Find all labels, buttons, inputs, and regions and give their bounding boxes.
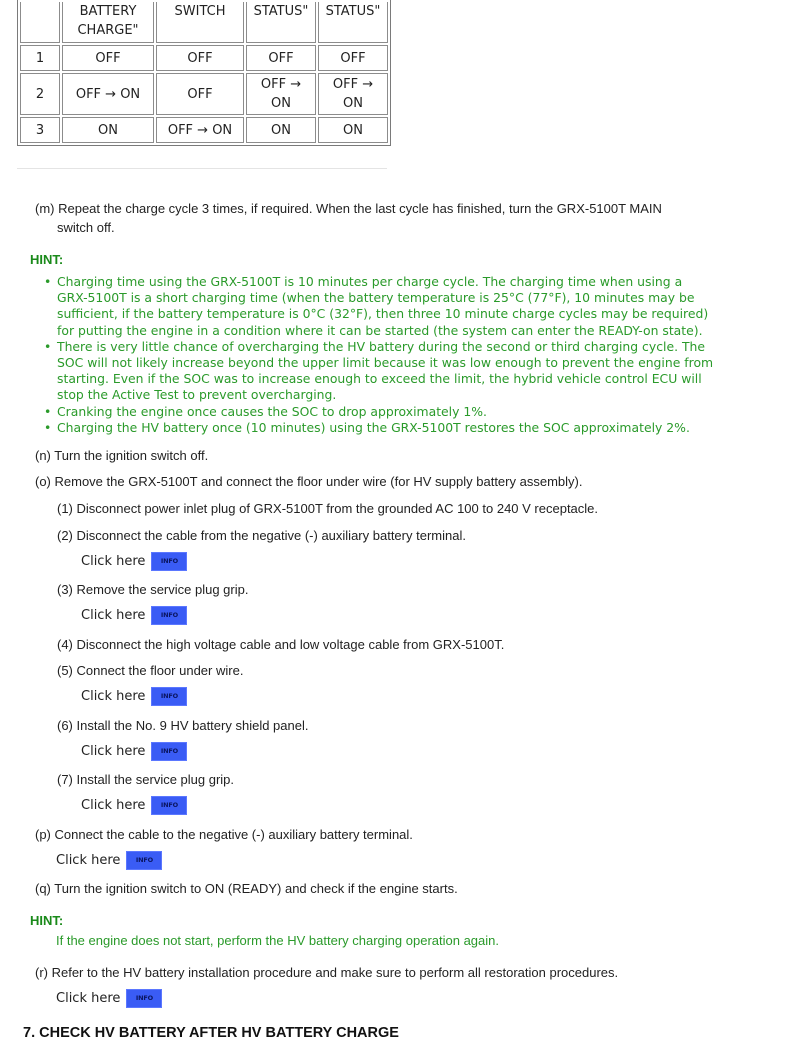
step-o-4: (4) Disconnect the high voltage cable and low voltage cable from GRX-5100T. [57,637,505,652]
table-cell: ON [318,117,388,143]
click-here-row [81,606,187,625]
info-button[interactable]: INFO [151,796,187,815]
info-button[interactable]: INFO [126,989,162,1008]
hint-item [30,420,770,436]
table-cell: OFF [318,45,388,71]
table-header-cell-switch: SWITCH [156,2,244,43]
table-row [20,73,388,115]
table-cell: OFF → ON [156,117,244,143]
table-cell-num: 2 [20,73,60,115]
step-o-1: (1) Disconnect power inlet plug of GRX-5100T from the grounded AC 100 to 240 V receptacle. [57,501,599,516]
step-p: (p) Connect the cable to the negative (-) auxiliary battery terminal. [35,827,413,842]
info-button[interactable]: INFO [151,687,187,706]
hint-line: SOC will not likely increase beyond the upper limit because it was low enough to prevent the engine from [57,355,714,371]
hint-title: HINT: [30,252,64,267]
click-here-label: Click here [81,689,146,704]
cell-line: OFF → [332,77,374,92]
charge-status-table [17,0,391,146]
table-header-cell-empty [20,2,60,43]
click-here-label: Click here [81,798,146,813]
click-here-row [81,742,187,761]
hint-line: for putting the engine in a condition where it can be started (the system can enter the READY-on state). [57,322,703,338]
table-cell: OFF [246,45,316,71]
click-here-row [81,796,187,815]
hint-line: Charging time using the GRX-5100T is 10 minutes per charge cycle. The charging time when using a [57,274,683,289]
step-q: (q) Turn the ignition switch to ON (READY) and check if the engine starts. [35,881,458,896]
step-o-3: (3) Remove the service plug grip. [57,582,249,597]
step-r: (r) Refer to the HV battery installation procedure and make sure to perform all restoration procedures. [35,965,619,980]
hint-line: There is very little chance of overcharging the HV battery during the second or third charging cycle. The [57,338,705,354]
table-cell: OFF [156,73,244,115]
header-line: CHARGE" [77,23,139,38]
hint-line: stop the Active Test to prevent overcharging. [57,387,337,403]
click-here-label: Click here [56,991,121,1006]
table-header-cell-status-2: STATUS" [318,2,388,43]
table-cell: OFF → ON [62,73,154,115]
table-header-cell-status-1: STATUS" [246,2,316,43]
cell-line: ON [343,96,363,111]
table-cell: OFF [156,45,244,71]
table-cell: ON [62,117,154,143]
info-button[interactable]: INFO [151,552,187,571]
info-button[interactable]: INFO [151,742,187,761]
hint-text: If the engine does not start, perform the HV battery charging operation again. [56,933,499,948]
table-cell-num: 1 [20,45,60,71]
info-button[interactable]: INFO [151,606,187,625]
step-m-line2: switch off. [57,220,115,235]
info-button[interactable]: INFO [126,851,162,870]
charge-status-table-wrap [17,0,391,146]
step-o-2: (2) Disconnect the cable from the negative (-) auxiliary battery terminal. [57,528,466,543]
hint-item [30,274,770,339]
section-heading: 7. CHECK HV BATTERY AFTER HV BATTERY CHARGE [23,1025,399,1041]
click-here-label: Click here [56,853,121,868]
cell-line: OFF → [260,77,302,92]
hint-line: sufficient, if the battery temperature is 0°C (32°F), then three 10 minute charge cycles may be required) [57,306,709,322]
bullet-icon: • [44,338,52,354]
table-header-row [20,2,388,43]
hint-line: Cranking the engine once causes the SOC to drop approximately 1%. [57,403,487,419]
bullet-icon: • [44,403,52,419]
step-o-5: (5) Connect the floor under wire. [57,663,244,678]
step-o-6: (6) Install the No. 9 HV battery shield panel. [57,718,309,733]
click-here-row [81,552,187,571]
hint-line: starting. Even if the SOC was to increase enough to exceed the limit, the hybrid vehicle control ECU will [57,371,702,387]
click-here-label: Click here [81,608,146,623]
hint-list [30,274,770,436]
hint-line: GRX-5100T is a short charging time (when the battery temperature is 25°C (77°F), 10 minutes may be [57,290,695,306]
table-cell: ON [246,117,316,143]
bullet-icon: • [44,274,52,289]
table-header-cell-battery-charge [62,2,154,43]
table-divider [17,168,387,169]
table-row [20,117,388,143]
step-o: (o) Remove the GRX-5100T and connect the floor under wire (for HV supply battery assembly). [35,474,583,489]
click-here-row [56,851,162,870]
table-cell [246,73,316,115]
table-cell [318,73,388,115]
header-line: BATTERY [79,4,137,19]
hint-item [30,404,770,420]
hint-title: HINT: [30,913,64,928]
cell-line: ON [271,96,291,111]
step-m-line1: (m) Repeat the charge cycle 3 times, if required. When the last cycle has finished, turn the GRX-5100T MAIN [35,201,662,216]
table-cell-num: 3 [20,117,60,143]
hint-item [30,339,770,404]
step-n: (n) Turn the ignition switch off. [35,448,209,463]
click-here-label: Click here [81,744,146,759]
click-here-label: Click here [81,554,146,569]
click-here-row [56,989,162,1008]
table-row [20,45,388,71]
bullet-icon: • [44,419,52,435]
table-cell: OFF [62,45,154,71]
step-o-7: (7) Install the service plug grip. [57,772,235,787]
click-here-row [81,687,187,706]
hint-line: Charging the HV battery once (10 minutes) using the GRX-5100T restores the SOC approximately 2%. [57,419,690,435]
